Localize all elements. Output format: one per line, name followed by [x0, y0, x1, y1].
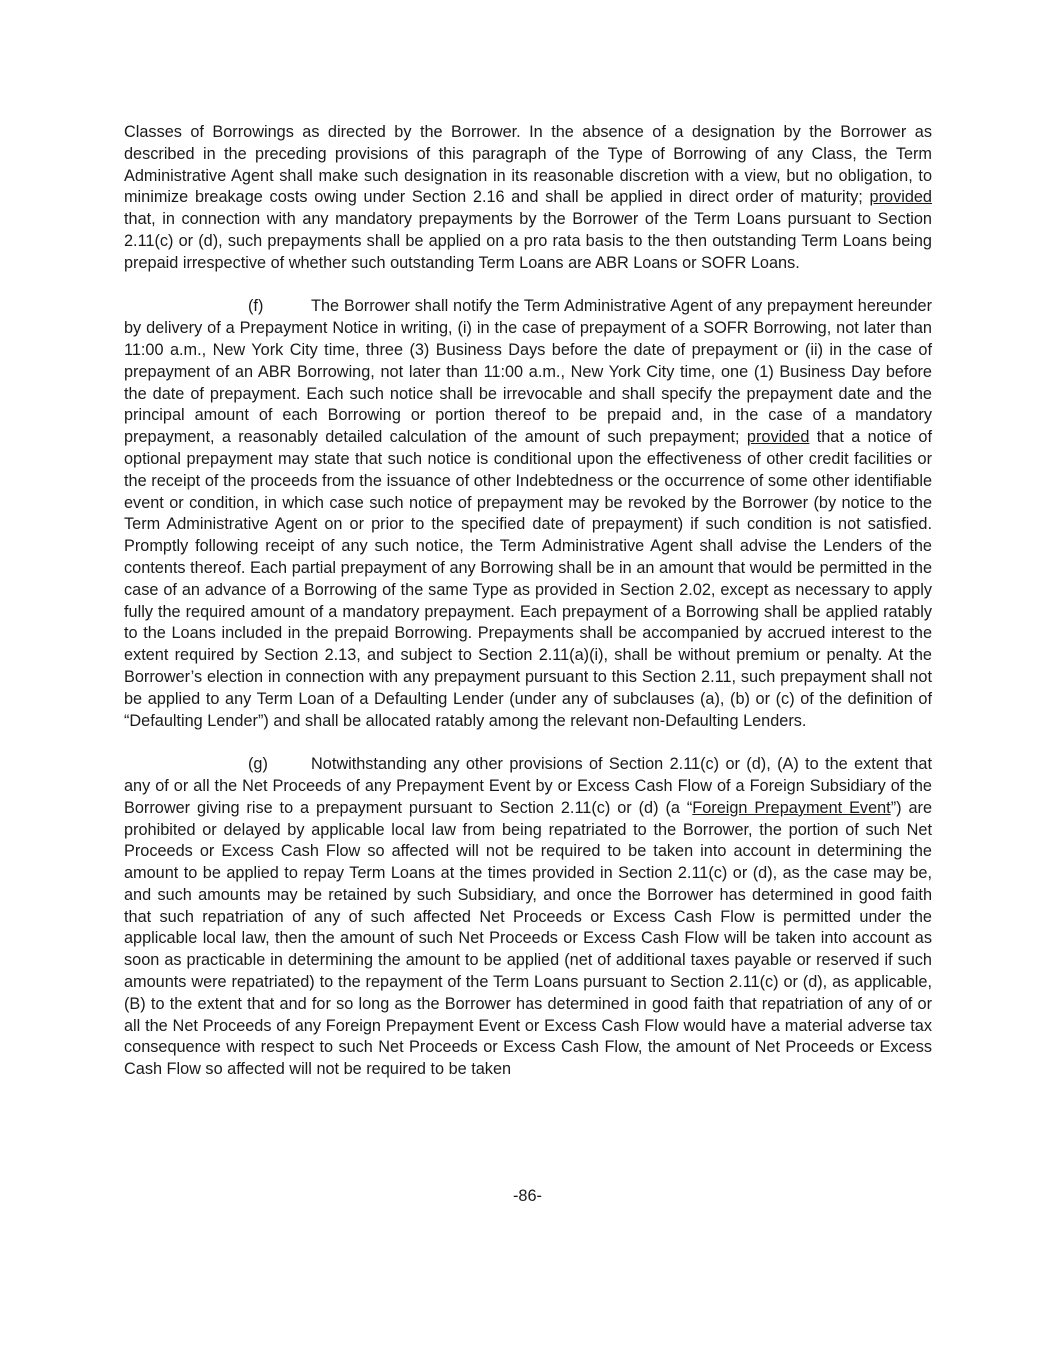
paragraph-label: (g) [248, 755, 268, 774]
paragraph-text: The Borrower shall notify the Term Administrative Agent of any prepayment hereunder by delivery of a Prepayment Notice in writing, (i) in the case of prepayment of a SOFR Borrowing, not later than 11:00 a.m., New York City time, three (3) Business Days before the date of prepayment or (ii) in the case of prepayment of an ABR Borrowing, not later than 11:00 a.m., New York City time, one (1) Business Day before the date of prepayment. Each such notice shall be irrevocable and shall specify the prepayment date and the principal amount of each Borrowing or portion thereof to be prepaid and, in the case of a mandatory prepayment, a reasonably detailed calculation of the amount of such prepayment; [124, 297, 932, 447]
paragraph-label: (f) [248, 297, 264, 316]
defined-term-provided: provided [746, 428, 810, 447]
paragraph-g [124, 754, 932, 1081]
page-number: -86- [513, 1187, 542, 1205]
paragraph-text: that a notice of optional prepayment may state that such notice is conditional upon the effectiveness of other credit facilities or the receipt of the proceeds from the issuance of other Indebtedness or the occurrence of some other identifiable event or condition, in which case such notice of prepayment may be revoked by the Borrower (by notice to the Term Administrative Agent on or prior to the specified date of prepayment) if such condition is not satisfied. Promptly following receipt of any such notice, the Term Administrative Agent shall advise the Lenders of the contents thereof. Each partial prepayment of any Borrowing shall be in an amount that would be permitted in the case of an advance of a Borrowing of the same Type as provided in Section 2.02, except as necessary to apply fully the required amount of a mandatory prepayment. Each prepayment of a Borrowing shall be applied ratably to the Loans included in the prepaid Borrowing. Prepayments shall be accompanied by accrued interest to the extent required by Section 2.13, and subject to Section 2.11(a)(i), shall be without premium or penalty. At the Borrower’s election in connection with any prepayment pursuant to this Section 2.11, such prepayment shall not be applied to any Term Loan of a Defaulting Lender (under any of subclauses (a), (b) or (c) of the definition of “Defaulting Lender”) and shall be allocated ratably among the relevant non-Defaulting Lenders. [124, 428, 932, 730]
paragraph-text: Classes of Borrowings as directed by the Borrower. In the absence of a designation by the Borrower as described in the preceding provisions of this paragraph of the Type of Borrowing of any Class, the Term Administrative Agent shall make such designation in its reasonable discretion with a view, but no obligation, to minimize breakage costs owing under Section 2.16 and shall be applied in direct order of maturity; [124, 123, 932, 207]
defined-term-provided: provided [869, 188, 932, 207]
paragraph-text: that, in connection with any mandatory prepayments by the Borrower of the Term Loans pursuant to Section 2.11(c) or (d), such prepayments shall be applied on a pro rata basis to the then outstanding Term Loans being prepaid irrespective of whether such outstanding Term Loans are ABR Loans or SOFR Loans. [124, 210, 932, 272]
document-body [124, 122, 932, 1081]
paragraph-f [124, 296, 932, 732]
paragraph-e-continuation [124, 122, 932, 275]
defined-term-foreign-prepayment-event: Foreign Prepayment Event [692, 798, 891, 817]
paragraph-text: Notwithstanding any other provisions of Section 2.11(c) or (d), (A) to the extent that any of or all the Net Proceeds of any Prepayment Event by or Excess Cash Flow of a Foreign Subsidiary of the Borrower giving rise to a prepayment pursuant to Section 2.11(c) or (d) (a “ [124, 755, 932, 817]
paragraph-text: ”) are prohibited or delayed by applicable local law from being repatriated to the Borrower, the portion of such Net Proceeds or Excess Cash Flow so affected will not be required to be taken into account in determining the amount to be applied to repay Term Loans at the times provided in Section 2.11(c) or (d), as the case may be, and such amounts may be retained by such Subsidiary, and once the Borrower has determined in good faith that such repatriation of any of such affected Net Proceeds or Excess Cash Flow is permitted under the applicable local law, then the amount of such Net Proceeds or Excess Cash Flow will be taken into account as soon as practicable in determining the amount to be applied (net of additional taxes payable or reserved if such amounts were repatriated) to the repayment of the Term Loans pursuant to Section 2.11(c) or (d), as applicable, (B) to the extent that and for so long as the Borrower has determined in good faith that repatriation of any of or all the Net Proceeds of any Foreign Prepayment Event or Excess Cash Flow would have a material adverse tax consequence with respect to such Net Proceeds or Excess Cash Flow, the amount of Net Proceeds or Excess Cash Flow so affected will not be required to be taken [124, 798, 933, 1079]
